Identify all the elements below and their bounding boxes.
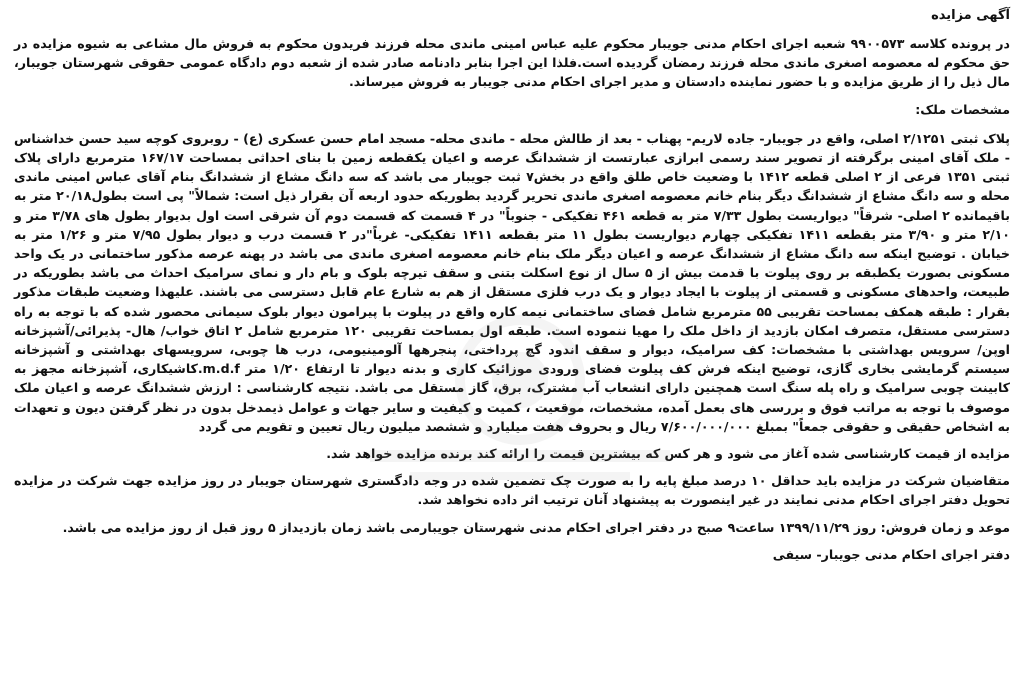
sale-time-paragraph: موعد و زمان فروش: روز ۱۳۹۹/۱۱/۲۹ ساعت۹ صبح در دفتر اجرای احکام مدنی شهرستان جویبارمی باشد زمان بازدیداز ۵ روز قبل از روز مزایده می باشد. — [62, 519, 1010, 535]
notice-intro-paragraph: در پرونده کلاسه ۹۹۰۰۵۷۳ شعبه اجرای احکام مدنی جویبار محکوم علیه عباس امینی ماندی محله فرزند فریدون محکوم به فروش مال مشاعی به شیوه مزایده در حق محکوم له معصومه اصغری ماندی محله فرزند رمضان گردیده است.فلذا این اجرا بنابر دادنامه صادر شده از شعبه دوم دادگاه عمومی حقوقی شهرستان جویبار، مال ذیل را از طریق مزایده و با حضور نماینده دادستان و مدیر اجرای احکام مدنی جویبار به فروش میرساند. — [14, 36, 1011, 90]
property-description-paragraph: پلاک ثبتی ۲/۱۲۵۱ اصلی، واقع در جویبار- جاده لاریم- پهناب - بعد از طالش محله - ماندی محله- مسجد امام حسن عسکری (ع) - روبروی کوچه سید حسن خداشناس - ملک آقای امینی برگرفته از تصویر سند رسمی ابرازی عبارتست از ششدانگ عرصه و اعیان یکقطعه زمین با بنای احداثی بمساحت ۱۶۷/۱۷ مترمربع دارای پلاک ثبتی ۱۳۵۱ فرعی از ۲ اصلی قطعه ۱۴۱۲ با وضعیت خاص طلق واقع در بخش۷ ثبت جویبار می باشد که سه دانگ مشاع از ششدانگ بنام آقای عباس امینی ماندی محله و سه دانگ مشاع از ششدانگ دیگر بنام خانم معصومه اصغری ماندی تحریر گردید بطوریکه حدود اربعه آن بقرار ذیل است: شمالاً" پی است بطول۲۰/۱۸ متر به باقیمانده ۲ اصلی- شرقاً" دیواریست بطول ۷/۳۳ متر به قطعه ۴۶۱ تفکیکی - جنوباً" در ۴ قسمت که قسمت دوم آن شرقی است اول بدیوار بطول های ۳/۷۸ متر و ۲/۱۰ متر و ۳/۹۰ متر بقطعه ۱۴۱۱ تفکیکی چهارم دیواریست بطول ۱۱ متر بقطعه ۱۴۱۱ تفکیکی- غرباً"در ۲ قسمت درب و دیوار بطول ۷/۹۵ متر و ۱/۲۶ متر به خیابان . توضیح اینکه سه دانگ مشاع از ششدانگ عرصه و اعیان دیگر ملک بنام خانم معصومه اصغری ماندی می باشد در پهنه عرصه مذکور ساختمانی در یک واحد مسکونی بصورت یکطبقه بر روی پیلوت با قدمت بیش از ۵ سال از نوع اسکلت بتنی و سقف تیرچه بلوک و بام دار و نمای سرامیک احداث می باشد بطوریکه در طبیعت، واحدهای مسکونی و قسمتی از پیلوت با ایجاد دیوار و یک درب فلزی مستقل از هم به شارع عام قابل دسترسی می باشند. علیهذا وضعیت طبقات مذکور بقرار : طبقه همکف بمساحت تقریبی ۵۵ مترمربع شامل فضای ساختمانی نیمه کاره واقع در پیلوت با پیرامون دیوار بلوک سیمانی محصور شده که با توجه به راه دسترسی مستقل، متصرف امکان بازدید از داخل ملک را مهیا ننموده است. طبقه اول بمساحت تقریبی ۱۲۰ مترمربع شامل ۲ اتاق خواب/ هال- پذیرائی/آشپزخانه اوپن/ سرویس بهداشتی با مشخصات: کف سرامیک، دیوار و سقف اندود گچ پرداختی، پنجرهها آلومینیومی، درب ها چوبی، سرویسهای بهداشتی و آشپزخانه سیستم گرمایشی بخاری گازی، توضیح اینکه فرش کف پیلوت فضای ورودی موزائیک کاری و بدنه دیوار تا ارتفاع ۱/۲۰ متر m.d.f.کاشیکاری، آشپزخانه مجهز به کابینت چوبی سرامیک و راه پله سنگ است همچنین دارای انشعاب آب مشترک، برق، گاز مستقل می باشد. نتیجه کارشناسی : ارزش ششدانگ عرصه و اعیان ملک موصوف با توجه به مراتب فوق و بررسی های بعمل آمده، مشخصات، موقعیت ، کمیت و کیفیت و سایر جهات و عوامل ذیمدخل بدون در نظر گرفتن دیون و تعهدات به اشخاص حقیقی و حقوقی جمعاً" بمبلغ ۷/۶۰۰/۰۰۰/۰۰۰ ریال و بحروف هفت میلیارد و ششصد میلیون ریال تعیین و تقویم می گردد — [14, 130, 1011, 434]
notice-title: آگهی مزایده — [931, 8, 1010, 23]
signature-line: دفتر اجرای احکام مدنی جویبار- سیفی — [772, 546, 1010, 562]
participation-terms-paragraph: متقاضیان شرکت در مزایده باید حداقل ۱۰ درصد مبلغ پایه را به صورت چک تضمین شده در وجه دادگستری شهرستان جویبار در روز مزایده جهت شرکت در مزایده تحویل دفتر اجرای احکام مدنی نمایند در غیر اینصورت به پیشنهاد آنان ترتیب اثر داده نخواهد شد. — [14, 473, 1010, 508]
property-heading: مشخصات ملک: — [915, 101, 1010, 117]
auction-start-paragraph: مزایده از قیمت کارشناسی شده آغاز می شود و هر کس که بیشترین قیمت را ارائه کند برنده مزایده خواهد شد. — [326, 446, 1010, 462]
